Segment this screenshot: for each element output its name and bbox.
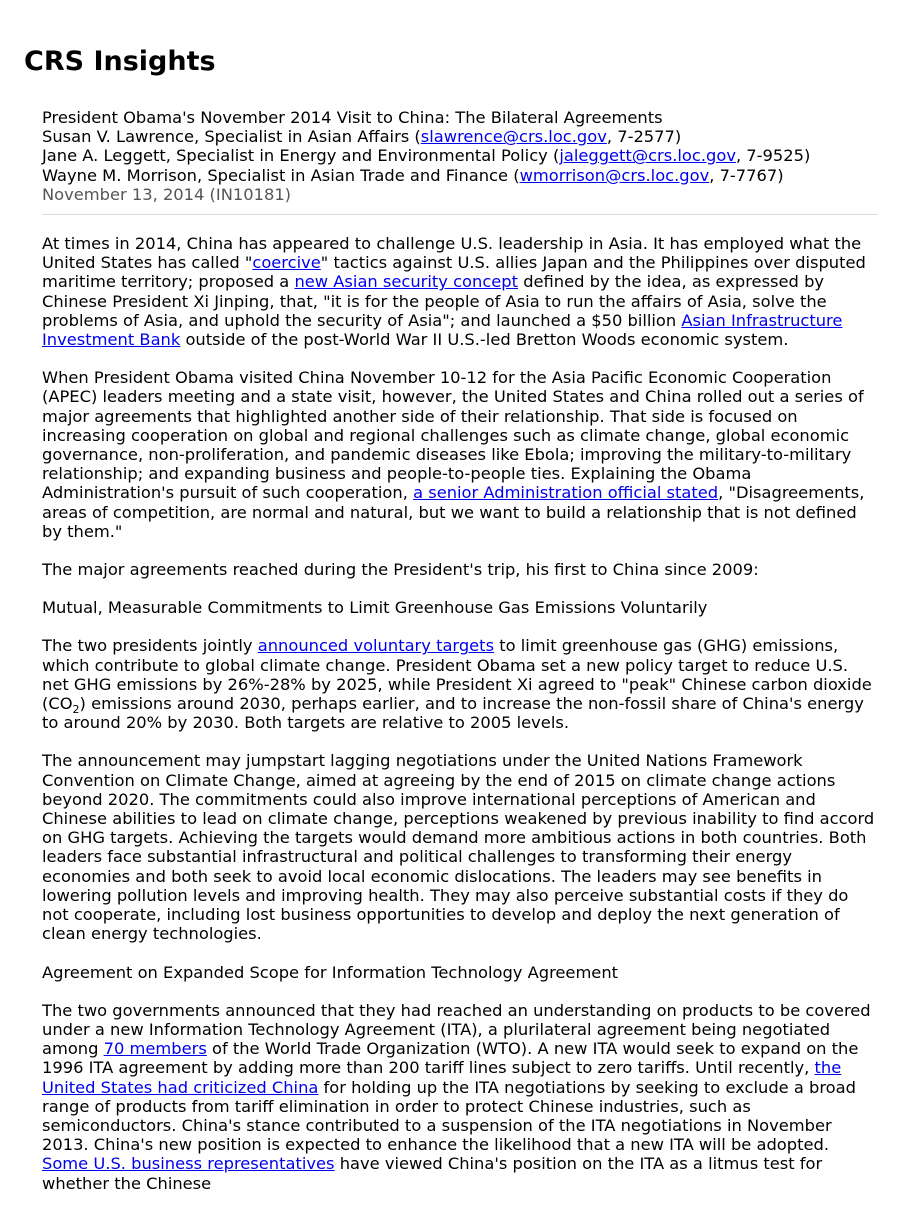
report-header: [42, 108, 878, 204]
author-line: [42, 127, 878, 146]
text-run: defined by the idea, as expressed by Chinese President Xi Jinping, that, "it is for the people of Asia to run the affairs of Asia, solve the problems of Asia, and uphold the security of Asia"; and launched a $50 billion: [42, 272, 827, 330]
author-line: [42, 146, 878, 165]
author-line: [42, 166, 878, 185]
text-run: outside of the post-World War II U.S.-led Bretton Woods economic system.: [180, 330, 789, 350]
report-date: November 13, 2014 (IN10181): [42, 184, 292, 204]
author-phone: , 7-9525): [735, 146, 811, 166]
author-name: Susan V. Lawrence, Specialist in Asian Affairs (: [42, 127, 421, 147]
paragraph: [42, 368, 878, 541]
voluntary-targets-link[interactable]: announced voluntary targets: [257, 636, 495, 656]
section-heading: Mutual, Measurable Commitments to Limit Greenhouse Gas Emissions Voluntarily: [42, 598, 708, 618]
article-body: [42, 234, 878, 1212]
coercive-link[interactable]: coercive: [252, 253, 321, 273]
text-run: for holding up the ITA negotiations by seeking to exclude a broad range of products from tariff elimination in order to protect Chinese industries, such as semiconductors. China's stance contributed to a suspension of the ITA negotiations in November 2013. China's new position is expected to enhance the likelihood that a new ITA will be adopted.: [42, 1077, 856, 1155]
paragraph: [42, 636, 878, 732]
text-run: The two governments announced that they had reached an understanding on products to be covered under a new Information Technology Agreement (ITA), a plurilateral agreement being negotiated among: [42, 1000, 871, 1059]
author-email-link[interactable]: jaleggett@crs.loc.gov: [559, 146, 736, 166]
paragraph: [42, 1001, 878, 1193]
text-run: The two presidents jointly: [42, 636, 258, 656]
wto-members-link[interactable]: 70 members: [103, 1039, 207, 1059]
paragraph: The major agreements reached during the President's trip, his first to China since 2009:: [42, 560, 759, 580]
site-title: CRS Insights: [24, 46, 216, 77]
author-phone: , 7-7767): [709, 165, 784, 185]
text-run: At times in 2014, China has appeared to challenge U.S. leadership in Asia. It has employed what the United States has called ": [42, 234, 862, 273]
section-heading: Agreement on Expanded Scope for Information Technology Agreement: [42, 962, 619, 982]
us-criticized-china-link[interactable]: the United States had criticized China: [42, 1058, 842, 1097]
report-title: President Obama's November 2014 Visit to China: The Bilateral Agreements: [42, 108, 663, 127]
text-run: of the World Trade Organization (WTO). A new ITA would seek to expand on the 1996 ITA agreement by adding more than 200 tariff lines subject to zero tariffs. Until recently,: [42, 1039, 859, 1078]
text-run: have viewed China's position on the ITA as a litmus test for whether the Chinese: [42, 1154, 823, 1193]
author-name: Wayne M. Morrison, Specialist in Asian Trade and Finance (: [42, 165, 520, 185]
paragraph: [42, 234, 878, 349]
senior-official-link[interactable]: a senior Administration official stated: [413, 483, 719, 503]
author-email-link[interactable]: wmorrison@crs.loc.gov: [519, 165, 710, 185]
text-run: ) emissions around 2030, perhaps earlier, and to increase the non-fossil share of China's energy to around 20% by 2030. Both targets are relative to 2005 levels.: [42, 694, 864, 733]
text-run: to limit greenhouse gas (GHG) emissions, which contribute to global climate change. President Obama set a new policy target to reduce U.S. net GHG emissions by 26%-28% by 2025, while President Xi agreed to "peak" Chinese carbon dioxide (CO: [42, 636, 872, 714]
asian-security-concept-link[interactable]: new Asian security concept: [294, 272, 519, 292]
aiib-link[interactable]: Asian Infrastructure Investment Bank: [42, 310, 843, 350]
paragraph: The announcement may jumpstart lagging negotiations under the United Nations Framework Convention on Climate Change, aimed at agreeing by the end of 2015 on climate change actions beyond 2020. The commitments could also improve international perceptions of American and Chinese abilities to lead on climate change, perceptions weakened by previous inability to find accord on GHG targets. Achieving the targets would demand more ambitious actions in both countries. Both leaders face substantial infrastructural and political challenges to transforming their energy economies and both seek to avoid local economic dislocations. The leaders may see benefits in lowering pollution levels and improving health. They may also perceive substantial costs if they do not cooperate, including lost business opportunities to develop and deploy the next generation of clean energy technologies.: [42, 751, 875, 944]
author-email-link[interactable]: slawrence@crs.loc.gov: [420, 127, 607, 147]
business-representatives-link[interactable]: Some U.S. business representatives: [42, 1154, 335, 1174]
text-run: When President Obama visited China November 10-12 for the Asia Pacific Economic Cooperation (APEC) leaders meeting and a state visit, however, the United States and China rolled out a series of major agreements that highlighted another side of their relationship. That side is focused on increasing cooperation on global and regional challenges such as climate change, global economic governance, non-proliferation, and pandemic diseases like Ebola; improving the military-to-military relationship; and expanding business and people-to-people ties. Explaining the Obama Administration's pursuit of such cooperation,: [42, 368, 864, 503]
author-phone: , 7-2577): [606, 127, 682, 147]
text-run: , "Disagreements, areas of competition, are normal and natural, but we want to build a relationship that is not defined by them.": [42, 483, 865, 541]
subscript: 2: [72, 703, 80, 717]
text-run: " tactics against U.S. allies Japan and the Philippines over disputed maritime territory; proposed a: [42, 253, 866, 292]
author-name: Jane A. Leggett, Specialist in Energy and Environmental Policy (: [42, 146, 560, 166]
header-divider: [42, 214, 878, 215]
